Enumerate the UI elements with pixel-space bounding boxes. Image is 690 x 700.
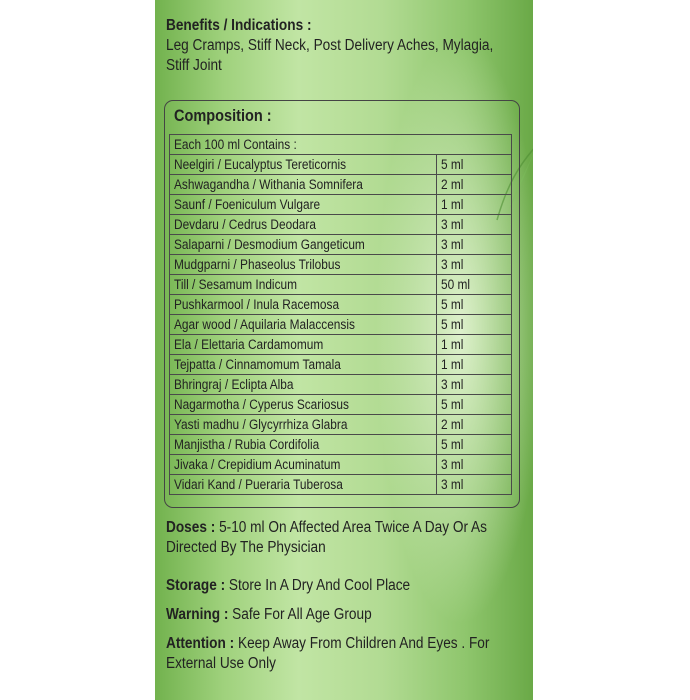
ingredient-name: Devdaru / Cedrus Deodara bbox=[170, 215, 437, 235]
ingredient-name: Tejpatta / Cinnamomum Tamala bbox=[170, 355, 437, 375]
ingredient-qty: 5 ml bbox=[437, 155, 512, 175]
benefits-heading: Benefits / Indications : bbox=[166, 17, 312, 34]
storage-heading: Storage : bbox=[166, 577, 226, 594]
table-row bbox=[170, 435, 512, 455]
composition-table bbox=[169, 134, 512, 495]
doses-heading: Doses : bbox=[166, 519, 216, 536]
ingredient-name: Salaparni / Desmodium Gangeticum bbox=[170, 235, 437, 255]
storage-text: Store In A Dry And Cool Place bbox=[228, 577, 411, 594]
ingredient-name: Pushkarmool / Inula Racemosa bbox=[170, 295, 437, 315]
table-row bbox=[170, 455, 512, 475]
composition-header-row bbox=[170, 135, 512, 155]
attention-text: Keep Away From Children And Eyes . For External Use Only bbox=[166, 635, 490, 672]
composition-box bbox=[164, 100, 520, 508]
ingredient-qty: 3 ml bbox=[437, 215, 512, 235]
ingredient-qty: 5 ml bbox=[437, 395, 512, 415]
table-row bbox=[170, 215, 512, 235]
ingredient-name: Yasti madhu / Glycyrrhiza Glabra bbox=[170, 415, 437, 435]
ingredient-name: Agar wood / Aquilaria Malaccensis bbox=[170, 315, 437, 335]
ingredient-qty: 1 ml bbox=[437, 335, 512, 355]
ingredient-qty: 3 ml bbox=[437, 455, 512, 475]
ingredient-qty: 1 ml bbox=[437, 195, 512, 215]
table-row bbox=[170, 175, 512, 195]
table-row bbox=[170, 195, 512, 215]
table-row bbox=[170, 355, 512, 375]
ingredient-qty: 3 ml bbox=[437, 255, 512, 275]
ingredient-name: Jivaka / Crepidium Acuminatum bbox=[170, 455, 437, 475]
table-row bbox=[170, 395, 512, 415]
table-row bbox=[170, 235, 512, 255]
table-row bbox=[170, 315, 512, 335]
doses-text: 5-10 ml On Affected Area Twice A Day Or As Directed By The Physician bbox=[166, 519, 487, 556]
table-row bbox=[170, 255, 512, 275]
ingredient-qty: 3 ml bbox=[437, 475, 512, 495]
ingredient-qty: 5 ml bbox=[437, 295, 512, 315]
ingredient-qty: 2 ml bbox=[437, 415, 512, 435]
ingredient-name: Till / Sesamum Indicum bbox=[170, 275, 437, 295]
table-row bbox=[170, 475, 512, 495]
ingredient-name: Neelgiri / Eucalyptus Tereticornis bbox=[170, 155, 437, 175]
ingredient-name: Mudgparni / Phaseolus Trilobus bbox=[170, 255, 437, 275]
ingredient-name: Ela / Elettaria Cardamomum bbox=[170, 335, 437, 355]
ingredient-name: Vidari Kand / Pueraria Tuberosa bbox=[170, 475, 437, 495]
ingredient-name: Nagarmotha / Cyperus Scariosus bbox=[170, 395, 437, 415]
benefits-text: Leg Cramps, Stiff Neck, Post Delivery Aches, Mylagia, Stiff Joint bbox=[166, 37, 494, 74]
ingredient-qty: 3 ml bbox=[437, 235, 512, 255]
product-label bbox=[155, 0, 533, 700]
table-row bbox=[170, 415, 512, 435]
composition-title: Composition : bbox=[174, 107, 272, 125]
composition-header: Each 100 ml Contains : bbox=[170, 135, 512, 155]
ingredient-name: Bhringraj / Eclipta Alba bbox=[170, 375, 437, 395]
doses-section bbox=[166, 518, 527, 558]
ingredient-name: Ashwagandha / Withania Somnifera bbox=[170, 175, 437, 195]
ingredient-qty: 5 ml bbox=[437, 315, 512, 335]
ingredient-qty: 2 ml bbox=[437, 175, 512, 195]
table-row bbox=[170, 295, 512, 315]
ingredient-name: Saunf / Foeniculum Vulgare bbox=[170, 195, 437, 215]
attention-heading: Attention : bbox=[166, 635, 235, 652]
ingredient-qty: 1 ml bbox=[437, 355, 512, 375]
table-row bbox=[170, 375, 512, 395]
table-row bbox=[170, 275, 512, 295]
benefits-section bbox=[166, 16, 527, 76]
ingredient-qty: 50 ml bbox=[437, 275, 512, 295]
warning-text: Safe For All Age Group bbox=[232, 606, 372, 623]
table-row bbox=[170, 155, 512, 175]
storage-section bbox=[166, 576, 527, 596]
ingredient-name: Manjistha / Rubia Cordifolia bbox=[170, 435, 437, 455]
ingredient-qty: 5 ml bbox=[437, 435, 512, 455]
table-row bbox=[170, 335, 512, 355]
warning-section bbox=[166, 605, 527, 625]
attention-section bbox=[166, 634, 527, 674]
ingredient-qty: 3 ml bbox=[437, 375, 512, 395]
warning-heading: Warning : bbox=[166, 606, 229, 623]
